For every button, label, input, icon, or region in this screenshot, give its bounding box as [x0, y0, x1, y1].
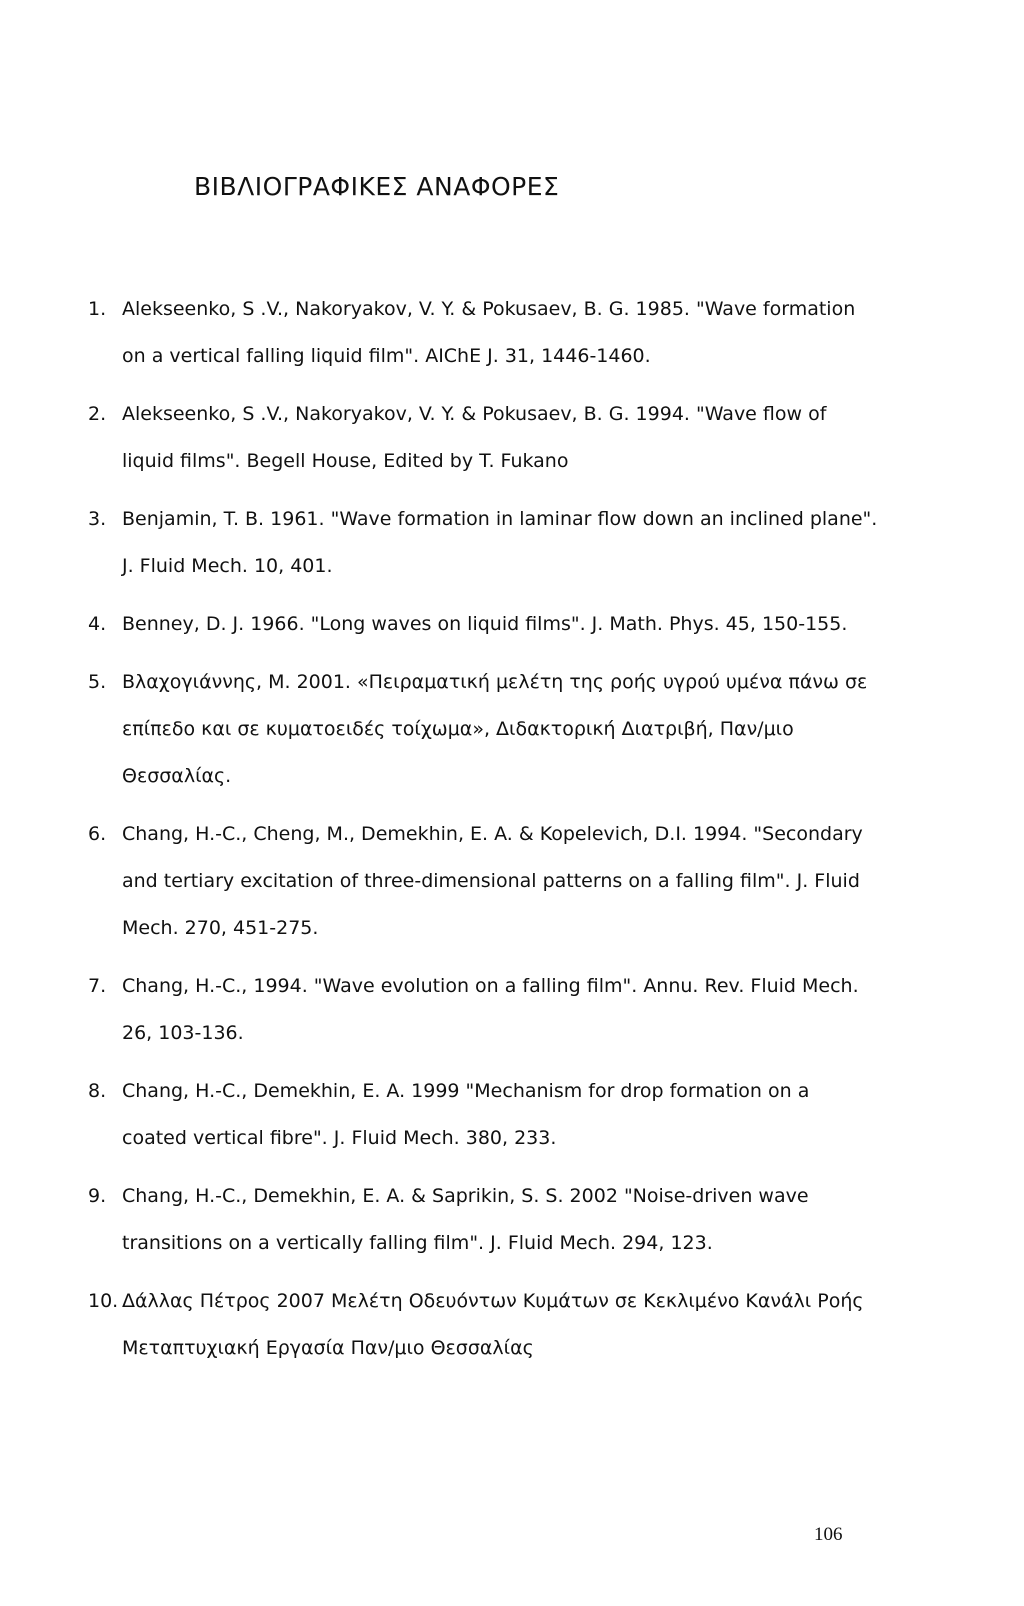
reference-text: Chang, H.-C., Demekhin, E. A. & Saprikin, S. S. 2002 "Noise-driven wave transitions on a vertically falling film". J. Fluid Mech. 294, 123.: [122, 1185, 809, 1254]
reference-number: 9.: [88, 1185, 107, 1207]
reference-number: 8.: [88, 1080, 107, 1102]
reference-item: [88, 659, 878, 800]
reference-number: 6.: [88, 823, 107, 845]
reference-number: 7.: [88, 975, 107, 997]
reference-item: [88, 601, 878, 648]
reference-item: [88, 1173, 878, 1267]
reference-number: 5.: [88, 671, 107, 693]
page-title: ΒΙΒΛΙΟΓΡΑΦΙΚΕΣ ΑΝΑΦΟΡΕΣ: [194, 172, 560, 201]
reference-number: 3.: [88, 508, 107, 530]
reference-text: Δάλλας Πέτρος 2007 Μελέτη Οδευόντων Κυμάτων σε Κεκλιμένο Κανάλι Ροής Μεταπτυχιακή Εργασία Παν/μιο Θεσσαλίας: [122, 1290, 864, 1359]
reference-item: [88, 391, 878, 485]
page-number: 106: [814, 1524, 843, 1545]
reference-text: Alekseenko, S .V., Nakoryakov, V. Y. & Pokusaev, B. G. 1994. "Wave flow of liquid films". Begell House, Edited by T. Fukano: [122, 403, 827, 472]
reference-list: [88, 286, 878, 1383]
reference-item: [88, 286, 878, 380]
reference-text: Alekseenko, S .V., Nakoryakov, V. Y. & Pokusaev, B. G. 1985. "Wave formation on a vertical falling liquid film". AIChE J. 31, 1446-1460.: [122, 298, 856, 367]
reference-number: 1.: [88, 298, 107, 320]
reference-number: 4.: [88, 613, 107, 635]
reference-text: Chang, H.-C., Demekhin, E. A. 1999 "Mechanism for drop formation on a coated vertical fibre". J. Fluid Mech. 380, 233.: [122, 1080, 810, 1149]
reference-item: [88, 1068, 878, 1162]
reference-item: [88, 963, 878, 1057]
reference-text: Chang, H.-C., Cheng, M., Demekhin, E. A. & Kopelevich, D.I. 1994. "Secondary and tertiary excitation of three-dimensional patterns on a falling film". J. Fluid Mech. 270, 451-275.: [122, 823, 863, 939]
reference-text: Benney, D. J. 1966. "Long waves on liquid films". J. Math. Phys. 45, 150-155.: [122, 613, 848, 635]
reference-text: Benjamin, T. B. 1961. "Wave formation in laminar flow down an inclined plane". J. Fluid Mech. 10, 401.: [122, 508, 878, 577]
reference-number: 2.: [88, 403, 107, 425]
reference-item: [88, 811, 878, 952]
reference-text: Chang, H.-C., 1994. "Wave evolution on a falling film". Annu. Rev. Fluid Mech. 26, 103-136.: [122, 975, 859, 1044]
reference-item: [88, 496, 878, 590]
reference-number: 10.: [88, 1290, 119, 1312]
reference-item: [88, 1278, 878, 1372]
reference-text: Βλαχογιάννης, Μ. 2001. «Πειραματική μελέτη της ροής υγρού υμένα πάνω σε επίπεδο και σε κυματοειδές τοίχωμα», Διδακτορική Διατριβή, Παν/μιο Θεσσαλίας.: [122, 671, 868, 787]
